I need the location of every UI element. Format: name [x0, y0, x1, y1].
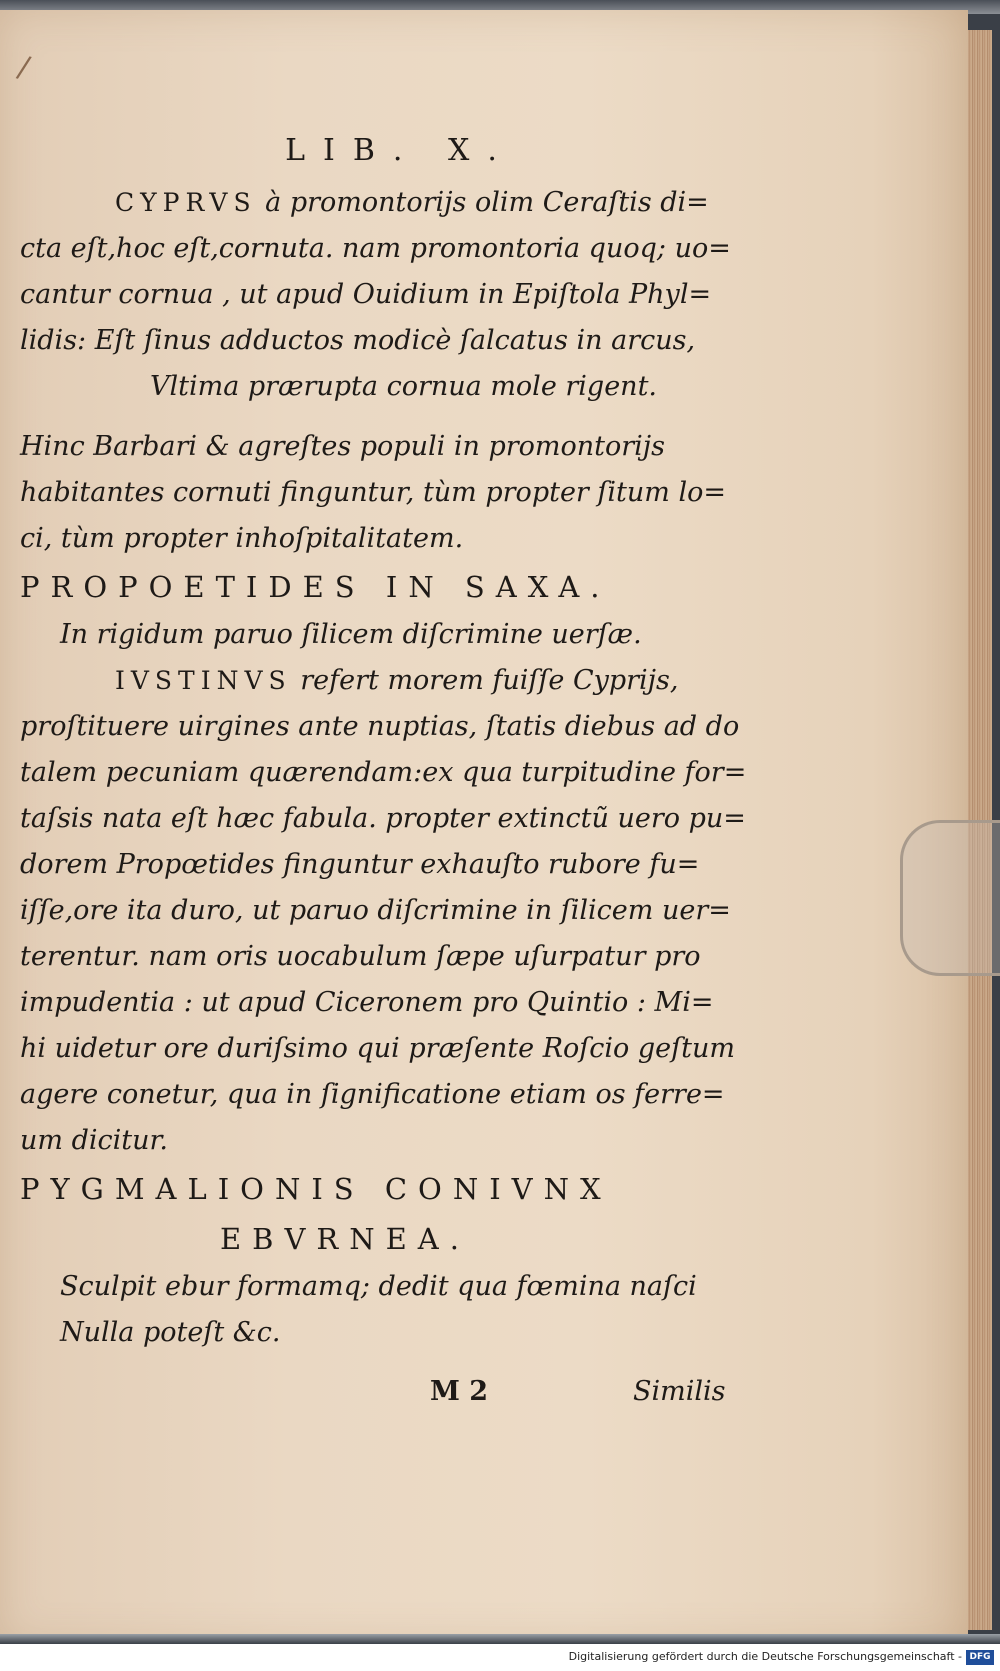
- book-bottom-edge: [0, 1634, 1000, 1644]
- running-header: LIB. X.: [285, 133, 515, 168]
- text-line: talem pecuniam quærendam:ex qua turpitudine for=: [20, 757, 747, 788]
- text-line: hi uidetur ore duriſsimo qui præſente Roſcio geſtum: [20, 1033, 735, 1064]
- verse-line: Vltima prærupta cornua mole rigent.: [150, 371, 658, 402]
- text-line: dorem Propœtides finguntur exhauſto rubore fu=: [20, 849, 700, 880]
- initial-word: IVSTINVS: [115, 666, 292, 695]
- text-line: um dicitur.: [20, 1125, 169, 1156]
- section-heading: PROPOETIDES IN SAXA.: [20, 570, 611, 604]
- text-line: lidis: Eſt ſinus adductos modicè ſalcatus in arcus,: [20, 325, 696, 356]
- dfg-logo: DFG: [966, 1650, 994, 1665]
- text-line: habitantes cornuti finguntur, tùm propter ſitum lo=: [20, 477, 726, 508]
- text-line: impudentia : ut apud Ciceronem pro Quintio : Mi=: [20, 987, 714, 1018]
- ink-mark: /: [14, 49, 34, 86]
- signature-mark: M 2: [430, 1376, 489, 1407]
- text-line: cantur cornua , ut apud Ouidium in Epiſtola Phyl=: [20, 279, 712, 310]
- catchword: Similis: [633, 1376, 726, 1407]
- section-heading: PYGMALIONIS CONIVNX: [20, 1172, 612, 1206]
- section-heading-continued: EBVRNEA.: [220, 1222, 470, 1256]
- text-line: ci, tùm propter inhoſpitalitatem.: [20, 523, 464, 554]
- verse-line: Sculpit ebur formamq; dedit qua fœmina naſci: [60, 1271, 697, 1302]
- book-clasp: [900, 820, 1000, 976]
- text-line: [20, 180, 740, 226]
- text-line: proſtituere uirgines ante nuptias, ſtatis diebus ad do: [20, 711, 740, 742]
- text-line: Hinc Barbari & agreſtes populi in promontorijs: [20, 431, 666, 462]
- credit-text: Digitalisierung gefördert durch die Deutsche Forschungsgemeinschaft -: [568, 1650, 962, 1663]
- text-line: agere conetur, qua in ſignificatione etiam os ferre=: [20, 1079, 725, 1110]
- line-text: refert morem fuiſſe Cyprijs,: [291, 665, 679, 696]
- credit-bar: [0, 1648, 1000, 1671]
- text-line: terentur. nam oris uocabulum ſæpe uſurpatur pro: [20, 941, 701, 972]
- page-footer: [0, 1376, 740, 1422]
- text-line: iſſe,ore ita duro, ut paruo diſcrimine in ſilicem uer=: [20, 895, 731, 926]
- text-line: taſsis nata eſt hæc fabula. propter extinctũ uero pu=: [20, 803, 746, 834]
- verse-line: In rigidum paruo ſilicem diſcrimine uerſæ.: [60, 619, 642, 650]
- book-page: [0, 10, 968, 1644]
- page-text: [20, 122, 747, 1356]
- verse-line: Nulla poteſt &c.: [60, 1317, 281, 1348]
- text-line: [20, 658, 740, 704]
- text-line: cta eſt,hoc eſt,cornuta. nam promontoria quoq; uo=: [20, 233, 731, 264]
- initial-word: CYPRVS: [115, 188, 257, 217]
- line-text: à promontorijs olim Ceraſtis di=: [256, 187, 709, 218]
